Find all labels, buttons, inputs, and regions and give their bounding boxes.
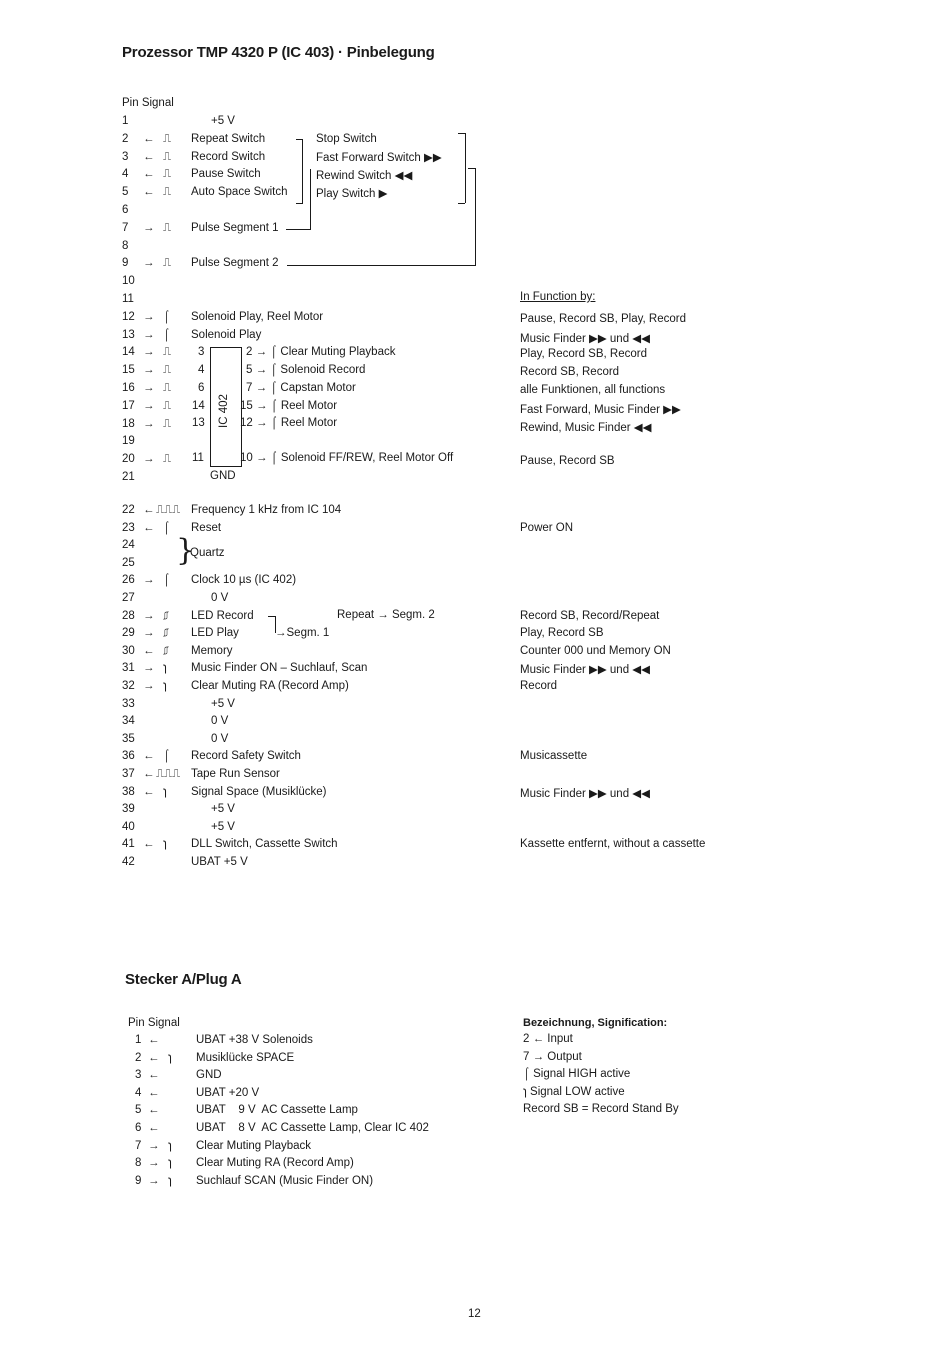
- plug-legend-item: 2 ← Input: [523, 1033, 573, 1045]
- bracket-line: [310, 169, 311, 229]
- quartz-label: Quartz: [190, 547, 225, 559]
- pin-label: +5 V: [211, 115, 235, 127]
- pin-number: 17: [122, 399, 135, 412]
- ic402-output: 10 → ⌠ Solenoid FF/REW, Reel Motor Off: [240, 452, 454, 464]
- pin-label: 0 V: [211, 592, 229, 604]
- bracket-line: [302, 139, 303, 204]
- pin-function: Musicassette: [520, 750, 588, 763]
- segm1-note: →Segm. 1: [275, 627, 330, 639]
- pin-number: 13: [122, 328, 135, 341]
- bracket-line: [287, 265, 476, 266]
- pin-function: Music Finder ▶▶ und ◀◀: [520, 332, 650, 345]
- plug-title: Stecker A/Plug A: [125, 971, 242, 988]
- plug-pin-direction: →: [148, 1157, 160, 1170]
- pin-direction: →: [143, 257, 155, 270]
- plug-pin-label: Clear Muting RA (Record Amp): [196, 1157, 354, 1170]
- bracket-line: [296, 203, 303, 204]
- bracket-line: [268, 616, 275, 617]
- pin-function: Kassette entfernt, without a cassette: [520, 838, 706, 851]
- signal-symbol: ⌠: [163, 750, 170, 763]
- pin-label: +5 V: [211, 803, 235, 816]
- pin-direction: →: [143, 346, 155, 359]
- bracket-line: [465, 133, 466, 203]
- pin-number: 30: [122, 644, 135, 657]
- signal-symbol: ⎍: [163, 364, 172, 377]
- switch-label-stop: Stop Switch: [316, 133, 377, 145]
- pin-function: Rewind, Music Finder ◀◀: [520, 421, 652, 434]
- signal-symbol: ⌠: [163, 310, 170, 323]
- pin-number: 27: [122, 592, 135, 604]
- page-number: 12: [468, 1308, 481, 1320]
- pin-direction: →: [143, 328, 155, 341]
- pin-direction: →: [143, 382, 155, 394]
- pin-function: Music Finder ▶▶ und ◀◀: [520, 787, 650, 800]
- pin-label: Frequency 1 kHz from IC 104: [191, 504, 342, 516]
- signal-symbol: ɿ: [163, 680, 167, 692]
- signal-symbol: ⎍: [163, 417, 172, 430]
- pin-direction: ←: [143, 750, 155, 763]
- ic402-pin: 13: [192, 417, 205, 429]
- pin-function: Fast Forward, Music Finder ▶▶: [520, 403, 681, 416]
- pin-direction: ←: [143, 150, 155, 163]
- pin-number: 24: [122, 539, 135, 552]
- pin-direction: →: [143, 574, 155, 587]
- plug-pin-direction: ←: [148, 1104, 160, 1117]
- pin-number: 37: [122, 768, 135, 780]
- pin-label: Record Safety Switch: [191, 750, 301, 763]
- plug-pin-number: 5: [135, 1104, 142, 1117]
- pin-number: 25: [122, 556, 135, 569]
- signal-symbol: ⌠: [163, 574, 170, 587]
- signal-symbol: ⎍⎍⎍: [156, 504, 181, 516]
- pin-number: 18: [122, 417, 135, 430]
- signal-symbol: ⎍: [163, 453, 172, 466]
- pin-direction: ←: [143, 644, 155, 657]
- pin-function: Play, Record SB: [520, 627, 604, 640]
- pin-direction: ←: [143, 768, 155, 780]
- pin-number: 39: [122, 803, 135, 816]
- plug-pin-direction: ←: [148, 1086, 160, 1099]
- pin-label: Reset: [191, 521, 222, 534]
- pin-direction: ←: [143, 838, 155, 851]
- plug-pin-number: 7: [135, 1139, 142, 1152]
- plug-pin-label: Suchlauf SCAN (Music Finder ON): [196, 1174, 374, 1187]
- pin-number: 10: [122, 275, 135, 288]
- plug-pin-label: UBAT +20 V: [196, 1086, 260, 1099]
- pin-direction: →: [143, 453, 155, 466]
- bracket-line: [458, 133, 465, 134]
- pin-direction: →: [143, 680, 155, 692]
- ic402-pin: 14: [192, 400, 205, 412]
- plug-pin-number: 2: [135, 1051, 142, 1064]
- ic402-pin: 3: [198, 346, 205, 358]
- pin-label: Repeat Switch: [191, 132, 266, 145]
- plug-pin-label: GND: [196, 1069, 222, 1082]
- pin-label: Pause Switch: [191, 168, 261, 181]
- pin-number: 36: [122, 750, 135, 763]
- pin-function: Record: [520, 680, 558, 692]
- pin-number: 35: [122, 732, 135, 745]
- pin-label: Solenoid Play, Reel Motor: [191, 310, 324, 323]
- plug-legend-item: 7 → Output: [523, 1051, 582, 1063]
- signal-symbol: ⎍: [163, 399, 172, 412]
- plug-legend-title: Bezeichnung, Signification:: [523, 1017, 668, 1029]
- plug-pin-label: UBAT +38 V Solenoids: [196, 1034, 313, 1046]
- pin-number: 4: [122, 168, 129, 181]
- pin-function: alle Funktionen, all functions: [520, 384, 666, 396]
- switch-label-rewind: Rewind Switch ◀◀: [316, 170, 413, 182]
- plug-pin-direction: ←: [148, 1122, 160, 1134]
- pin-number: 3: [122, 150, 129, 163]
- bracket-line: [468, 168, 475, 169]
- pin-number: 2: [122, 132, 129, 145]
- signal-symbol: ⎍: [163, 168, 172, 181]
- plug-pin-label: UBAT 9 V AC Cassette Lamp: [196, 1104, 358, 1117]
- plug-pin-number: 3: [135, 1069, 142, 1082]
- pin-function: Power ON: [520, 521, 574, 534]
- pin-direction: ←: [143, 521, 155, 534]
- signal-symbol: ⎍: [163, 186, 172, 199]
- ic402-gnd: GND: [210, 470, 236, 482]
- pin-label: Pulse Segment 1: [191, 221, 279, 234]
- plug-pin-number: 1: [135, 1034, 142, 1046]
- pin-function: Record SB, Record/Repeat: [520, 609, 660, 622]
- plug-header: Pin Signal: [128, 1017, 180, 1029]
- pin-direction: →: [143, 417, 155, 430]
- plug-pin-label: Musiklücke SPACE: [196, 1051, 295, 1064]
- pin-direction: →: [143, 609, 155, 622]
- pin-label: +5 V: [211, 820, 235, 833]
- plug-pin-label: Clear Muting Playback: [196, 1139, 312, 1152]
- ic402-output: 2 → ⌠ Clear Muting Playback: [246, 346, 396, 358]
- pin-label: +5 V: [211, 697, 235, 710]
- pin-number: 34: [122, 715, 135, 728]
- pin-number: 8: [122, 239, 129, 252]
- pin-number: 9: [122, 257, 129, 270]
- pin-label: Memory: [191, 644, 233, 657]
- ic402-label: IC 402: [218, 394, 230, 428]
- pin-direction: ←: [143, 132, 155, 145]
- plug-legend-item: ⌠ Signal HIGH active: [523, 1068, 631, 1080]
- ic402-output: 12 → ⌠ Reel Motor: [240, 417, 338, 429]
- pin-number: 6: [122, 204, 129, 216]
- pin-direction: →: [143, 627, 155, 640]
- pin-function: Pause, Record SB, Play, Record: [520, 312, 686, 325]
- plug-pin-number: 8: [135, 1157, 142, 1170]
- repeat-note: Repeat → Segm. 2: [337, 609, 435, 621]
- signal-symbol: ɿ: [163, 662, 167, 675]
- pin-number: 23: [122, 521, 135, 534]
- signal-symbol: ⌠: [163, 521, 170, 534]
- pin-number: 16: [122, 382, 135, 394]
- pin-direction: →: [143, 399, 155, 412]
- bracket-line: [458, 203, 465, 204]
- pin-function: Counter 000 und Memory ON: [520, 644, 671, 657]
- plug-legend-item: Record SB = Record Stand By: [523, 1103, 679, 1115]
- pin-label: Pulse Segment 2: [191, 257, 279, 270]
- pin-number: 28: [122, 609, 135, 622]
- signal-symbol: ⎍: [163, 150, 172, 163]
- pin-number: 42: [122, 856, 135, 868]
- pin-label: Record Switch: [191, 150, 266, 163]
- plug-signal-symbol: ɿ: [168, 1051, 172, 1064]
- plug-signal-symbol: ɿ: [168, 1139, 172, 1152]
- pin-label: UBAT +5 V: [191, 856, 248, 868]
- signal-symbol: ⌠: [163, 328, 170, 341]
- pin-label: Tape Run Sensor: [191, 768, 280, 780]
- page-title: Prozessor TMP 4320 P (IC 403) · Pinbelegung: [122, 44, 435, 61]
- bracket-line: [286, 229, 311, 230]
- signal-symbol: ⎍: [163, 346, 172, 359]
- pin-number: 29: [122, 627, 135, 640]
- bracket-line: [475, 168, 476, 265]
- pin-number: 15: [122, 364, 135, 377]
- ic402-output: 7 → ⌠ Capstan Motor: [246, 382, 356, 394]
- pin-label: Auto Space Switch: [191, 186, 288, 199]
- pin-number: 33: [122, 697, 135, 710]
- pin-function: Play, Record SB, Record: [520, 348, 647, 361]
- signal-symbol: ⎎: [163, 609, 169, 622]
- signal-symbol: ɿ: [163, 785, 167, 798]
- pin-direction: ←: [143, 186, 155, 199]
- pin-direction: ←: [143, 504, 155, 516]
- signal-symbol: ⎍: [163, 221, 172, 234]
- quartz-brace: }: [176, 533, 196, 568]
- pin-label: Clear Muting RA (Record Amp): [191, 680, 349, 692]
- pin-label: Music Finder ON – Suchlauf, Scan: [191, 662, 368, 675]
- pin-label: LED Record: [191, 609, 254, 622]
- plug-pin-number: 4: [135, 1086, 142, 1099]
- signal-symbol: ɿ: [163, 838, 167, 851]
- pin-label: DLL Switch, Cassette Switch: [191, 838, 338, 851]
- signal-symbol: ⎎: [163, 644, 169, 657]
- ic402-pin: 6: [198, 382, 205, 394]
- signal-symbol: ⎍: [163, 132, 172, 145]
- pin-number: 26: [122, 574, 135, 587]
- plug-pin-direction: ←: [148, 1069, 160, 1082]
- pin-label: Signal Space (Musiklücke): [191, 785, 327, 798]
- pin-label: Solenoid Play: [191, 328, 262, 341]
- signal-symbol: ⎎: [163, 627, 169, 640]
- ic402-pin: 4: [198, 364, 205, 376]
- pin-function: Music Finder ▶▶ und ◀◀: [520, 664, 650, 677]
- plug-signal-symbol: ɿ: [168, 1174, 172, 1187]
- pin-number: 21: [122, 471, 135, 483]
- plug-pin-direction: ←: [148, 1051, 160, 1064]
- pin-label: 0 V: [211, 732, 229, 745]
- pin-number: 31: [122, 662, 135, 675]
- pin-direction: ←: [143, 785, 155, 798]
- pin-direction: →: [143, 221, 155, 234]
- pin-function: Record SB, Record: [520, 366, 620, 379]
- ic402-output: 5 → ⌠ Solenoid Record: [246, 364, 366, 376]
- pin-number: 22: [122, 504, 135, 516]
- signal-symbol: ⎍⎍⎍: [156, 768, 181, 780]
- pin-number: 7: [122, 221, 129, 234]
- pin-number: 41: [122, 838, 135, 851]
- pin-number: 20: [122, 453, 135, 466]
- plug-pin-direction: →: [148, 1174, 160, 1187]
- ic402-output: 15 → ⌠ Reel Motor: [240, 400, 338, 412]
- pin-number: 11: [122, 293, 134, 305]
- pin-number: 1: [122, 115, 129, 127]
- plug-signal-symbol: ɿ: [168, 1157, 172, 1170]
- pin-number: 5: [122, 186, 129, 199]
- switch-label-play: Play Switch ▶: [316, 188, 388, 200]
- plug-pin-direction: ←: [148, 1034, 160, 1046]
- pin-label: 0 V: [211, 715, 229, 728]
- pin-number: 38: [122, 785, 135, 798]
- plug-pin-number: 9: [135, 1174, 142, 1187]
- plug-legend-item: ɿ Signal LOW active: [523, 1086, 625, 1098]
- plug-pin-label: UBAT 8 V AC Cassette Lamp, Clear IC 402: [196, 1122, 429, 1134]
- pin-number: 40: [122, 820, 135, 833]
- pin-function: Pause, Record SB: [520, 455, 615, 468]
- plug-pin-direction: →: [148, 1139, 160, 1152]
- signal-symbol: ⎍: [163, 257, 172, 270]
- pin-direction: →: [143, 364, 155, 377]
- pin-number: 19: [122, 435, 135, 448]
- pin-number: 14: [122, 346, 135, 359]
- signal-symbol: ⎍: [163, 382, 172, 394]
- pin-label: Clock 10 µs (IC 402): [191, 574, 297, 587]
- pin-number: 12: [122, 310, 135, 323]
- plug-pin-number: 6: [135, 1122, 142, 1134]
- pin-number: 32: [122, 680, 135, 692]
- pin-label: LED Play: [191, 627, 239, 640]
- pin-direction: →: [143, 310, 155, 323]
- switch-label-ff: Fast Forward Switch ▶▶: [316, 152, 442, 164]
- pin-direction: →: [143, 662, 155, 675]
- pin-direction: ←: [143, 168, 155, 181]
- function-header: In Function by:: [520, 291, 596, 303]
- pin-header: Pin Signal: [122, 97, 174, 109]
- ic402-pin: 11: [192, 452, 204, 464]
